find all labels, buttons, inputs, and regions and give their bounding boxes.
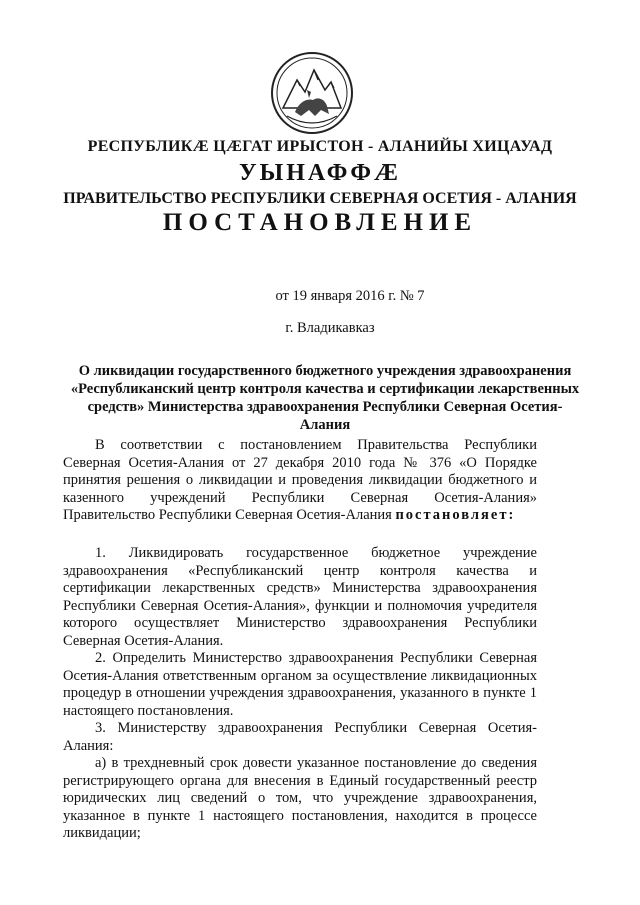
coat-of-arms-emblem bbox=[269, 50, 355, 136]
header-government-russian: ПРАВИТЕЛЬСТВО РЕСПУБЛИКИ СЕВЕРНАЯ ОСЕТИЯ - АЛАНИЯ bbox=[63, 190, 577, 207]
header-decree-ossetian: УЫНАФФӔ bbox=[239, 160, 401, 186]
item-3a: а) в трехдневный срок довести указанное постановление до сведения регистрирующего органа для внесения в Единый государственный реестр юридических лиц сведений о том, что учреждение здравоохранения, указанное в пункте 1 настоящего постановления, находится в процессе ликвидации; bbox=[63, 755, 537, 841]
preamble-emphasis: постановляет: bbox=[395, 507, 516, 523]
decree-items bbox=[63, 545, 537, 843]
header-republic-ossetian: РЕСПУБЛИКӔ ЦӔГАТ ИРЫСТОН - АЛАНИЙЫ ХИЦАУАД bbox=[87, 138, 553, 155]
header-decree-russian: ПОСТАНОВЛЕНИЕ bbox=[162, 209, 478, 236]
decree-date-number: от 19 января 2016 г. № 7 bbox=[275, 288, 425, 304]
item-3: 3. Министерству здравоохранения Республики Северная Осетия-Алания: bbox=[63, 720, 537, 754]
item-2: 2. Определить Министерство здравоохранения Республики Северная Осетия-Алания ответственным органом за осуществление ликвидационных процедур в отношении учреждения здравоохранения, указанного в пункте 1 настоящего постановления. bbox=[63, 650, 537, 719]
decree-title: О ликвидации государственного бюджетного учреждения здравоохранения «Республиканский центр контроля качества и сертификации лекарственных средств» Министерства здравоохранения Республики Северная Осетия-Алания bbox=[70, 363, 580, 433]
preamble-paragraph bbox=[63, 437, 537, 525]
preamble-text: В соответствии с постановлением Правительства Республики Северная Осетия-Алания от 27 декабря 2010 года № 376 «О Порядке принятия решения о ликвидации и проведения ликвидации бюджетного и казенного учреждений Республики Северная Осетия-Алания» Правительство Республики Северная Осетия-Алания bbox=[63, 437, 537, 523]
item-1: 1. Ликвидировать государственное бюджетное учреждение здравоохранения «Республиканский центр контроля качества и сертификации лекарственных средств» Министерства здравоохранения Республики Северная Осетия-Алания», функции и полномочия учредителя которого осуществляет Министерство здравоохранения Республики Северная Осетия-Алания. bbox=[63, 545, 537, 649]
decree-city: г. Владикавказ bbox=[285, 320, 375, 336]
